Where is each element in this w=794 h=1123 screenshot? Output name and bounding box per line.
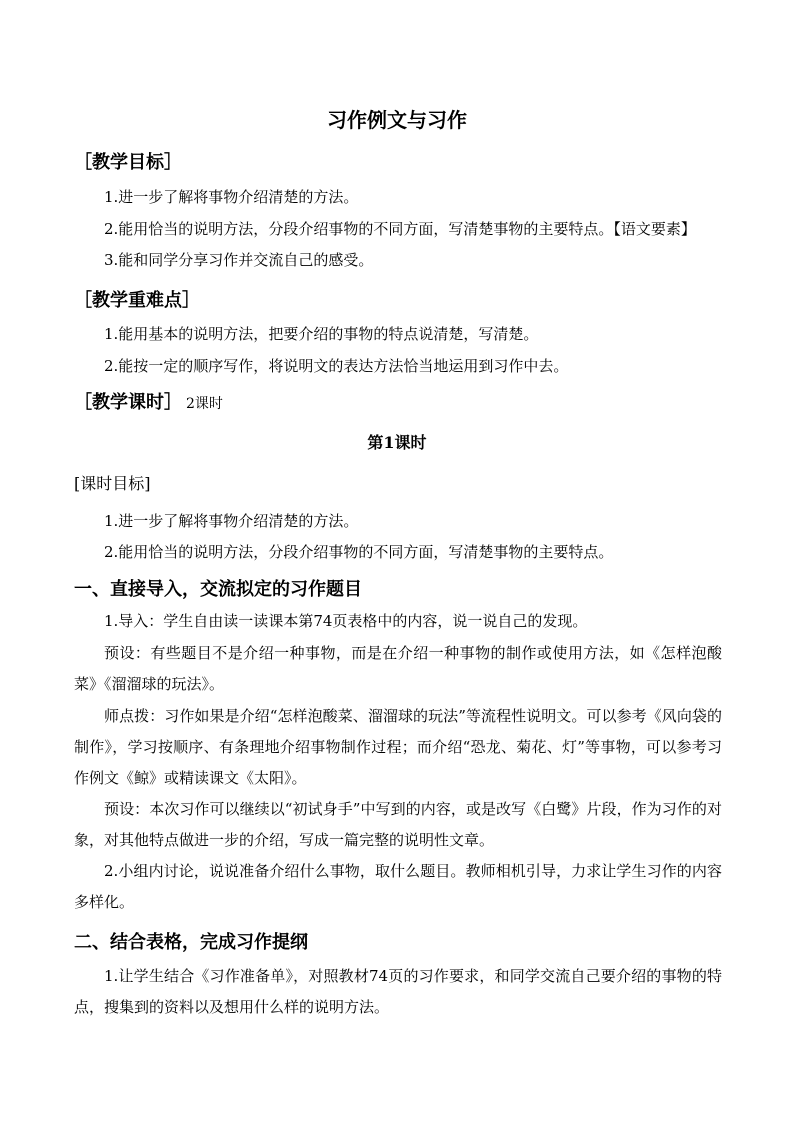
- lesson-goal-item: 2.能用恰当的说明方法，分段介绍事物的不同方面，写清楚事物的主要特点。: [104, 543, 614, 561]
- section-paragraph: 1.让学生结合《习作准备单》，对照教材74页的习作要求，和同学交流自己要介绍的事物的特点，搜集到的资料以及想用什么样的说明方法。: [74, 967, 722, 1016]
- section-paragraph: 2.小组内讨论，说说准备介绍什么事物，取什么题目。教师相机引导，力求让学生习作的内容多样化。: [74, 862, 722, 911]
- goal-item: 1.进一步了解将事物介绍清楚的方法。: [104, 188, 359, 206]
- document-title: 习作例文与习作: [327, 108, 467, 132]
- goal-item: 3.能和同学分享习作并交流自己的感受。: [104, 251, 374, 269]
- teaching-hours-value: 2课时: [186, 396, 223, 412]
- teaching-hours-heading: ［教学课时］: [74, 392, 182, 413]
- section-paragraph: 师点拨：习作如果是介绍“怎样泡酸菜、溜溜球的玩法”等流程性说明文。可以参考《风向袋的制作》，学习按顺序、有条理地介绍事物制作过程；而介绍“恐龙、菊花、灯”等事物，可以参考习作例文《鲸》或精读课文《太阳》。: [74, 707, 722, 787]
- section-paragraph: 预设：有些题目不是介绍一种事物，而是在介绍一种事物的制作或使用方法，如《怎样泡酸菜》《溜溜球的玩法》。: [74, 644, 722, 693]
- section-paragraph: 1.导入：学生自由读一读课本第74页表格中的内容，说一说自己的发现。: [104, 612, 588, 630]
- lesson-goals-heading: [课时目标]: [74, 474, 151, 493]
- teaching-goals-heading: ［教学目标］: [74, 152, 182, 173]
- teaching-hours: [74, 388, 223, 414]
- difficulty-item: 2.能按一定的顺序写作，将说明文的表达方法恰当地运用到习作中去。: [104, 357, 569, 375]
- difficulty-item: 1.能用基本的说明方法，把要介绍的事物的特点说清楚，写清楚。: [104, 325, 539, 343]
- goal-item: 2.能用恰当的说明方法，分段介绍事物的不同方面，写清楚事物的主要特点。【语文要素】: [104, 220, 696, 238]
- section-paragraph: 预设：本次习作可以继续以“初试身手”中写到的内容，或是改写《白鹭》片段，作为习作的对象，对其他特点做进一步的介绍，写成一篇完整的说明性文章。: [74, 800, 722, 849]
- lesson-title: 第1课时: [367, 433, 427, 452]
- difficulties-heading: ［教学重难点］: [74, 290, 200, 311]
- section-heading: 二、结合表格，完成习作提纲: [74, 932, 308, 953]
- section-heading: 一、直接导入，交流拟定的习作题目: [74, 579, 362, 600]
- lesson-goal-item: 1.进一步了解将事物介绍清楚的方法。: [104, 512, 359, 530]
